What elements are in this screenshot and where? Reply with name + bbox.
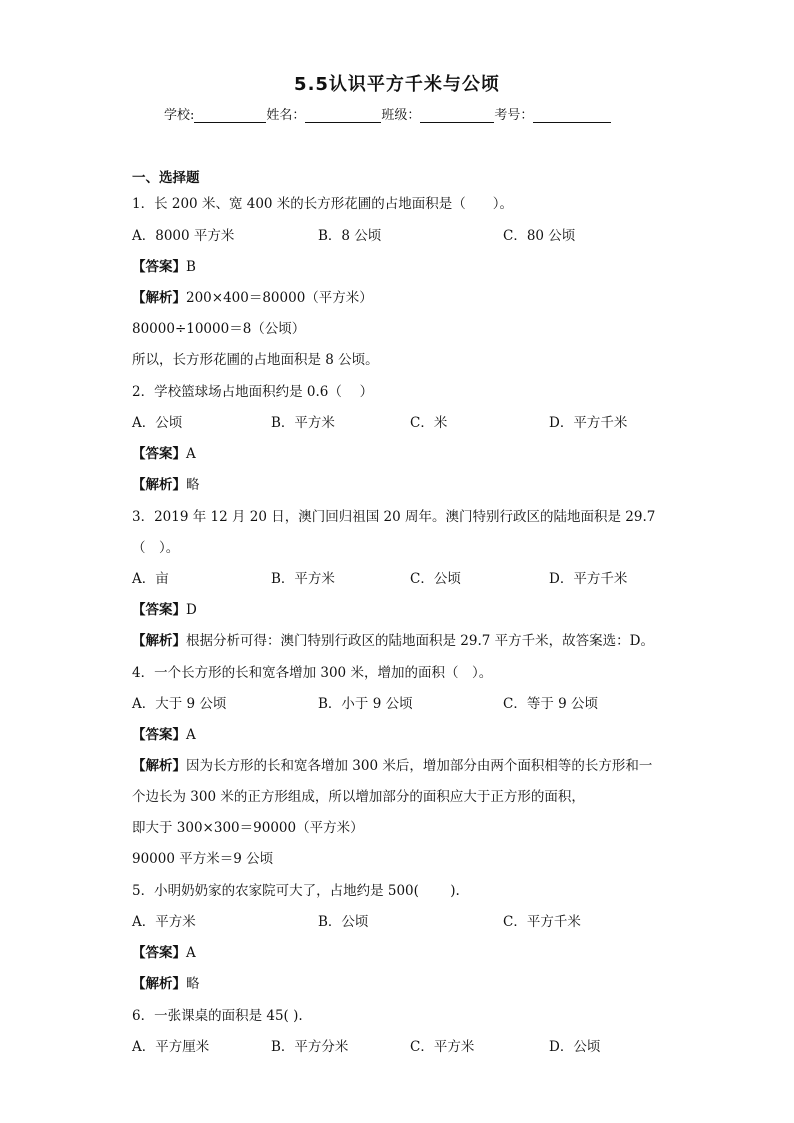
analysis-line: 略 xyxy=(186,976,200,992)
answer-value: B xyxy=(186,259,196,275)
number-blank xyxy=(533,108,611,123)
q4-option-b: B．小于 9 公顷 xyxy=(318,696,413,712)
analysis-tag: 【解析】 xyxy=(132,290,186,306)
question-4-stem: 4．一个长方形的长和宽各增加 300 米，增加的面积（ ）。 xyxy=(132,665,493,681)
student-info-row xyxy=(164,104,611,123)
q6-option-d: D．公顷 xyxy=(549,1039,601,1055)
q5-analysis xyxy=(132,972,200,992)
answer-value: A xyxy=(186,945,196,961)
q4-option-a: A．大于 9 公顷 xyxy=(132,696,227,712)
q2-option-b: B．平方米 xyxy=(271,415,335,431)
q1-analysis xyxy=(132,286,373,306)
q1-analysis-line-2: 80000÷10000＝8（公顷） xyxy=(132,321,306,337)
class-blank xyxy=(420,108,494,123)
section-heading: 一、选择题 xyxy=(132,170,200,186)
q4-analysis-line-4: 90000 平方米＝9 公顷 xyxy=(132,851,274,867)
answer-tag: 【答案】 xyxy=(132,727,186,743)
analysis-tag: 【解析】 xyxy=(132,477,186,493)
q2-analysis xyxy=(132,473,200,493)
answer-value: A xyxy=(186,727,196,743)
analysis-tag: 【解析】 xyxy=(132,633,186,649)
q5-option-a: A．平方米 xyxy=(132,914,196,930)
question-5-stem: 5．小明奶奶家的农家院可大了，占地约是 500( ). xyxy=(132,883,460,899)
page-title: 5.5认识平方千米与公顷 xyxy=(294,74,500,95)
class-label: 班级： xyxy=(381,108,421,123)
q3-answer xyxy=(132,598,197,618)
q2-answer xyxy=(132,442,196,462)
q2-option-d: D．平方千米 xyxy=(549,415,628,431)
name-label: 姓名： xyxy=(266,108,306,123)
q5-answer xyxy=(132,941,196,961)
analysis-line: 因为长方形的长和宽各增加 300 米后，增加部分由两个面积相等的长方形和一 xyxy=(186,758,653,774)
q1-option-a: A．8000 平方米 xyxy=(132,228,235,244)
analysis-line: 略 xyxy=(186,477,200,493)
q6-option-b: B．平方分米 xyxy=(271,1039,349,1055)
school-label: 学校: xyxy=(164,108,195,123)
answer-tag: 【答案】 xyxy=(132,446,186,462)
number-label: 考号： xyxy=(494,108,534,123)
question-3-stem: 3．2019 年 12 月 20 日，澳门回归祖国 20 周年。澳门特别行政区的陆地面积是 29.7 xyxy=(132,509,656,525)
q4-analysis-line-3: 即大于 300×300＝90000（平方米） xyxy=(132,820,364,836)
question-1-stem: 1．长 200 米、宽 400 米的长方形花圃的占地面积是（ ）。 xyxy=(132,196,514,212)
q3-analysis xyxy=(132,629,654,649)
q4-analysis-line-2: 个边长为 300 米的正方形组成，所以增加部分的面积应大于正方形的面积， xyxy=(132,789,585,805)
answer-tag: 【答案】 xyxy=(132,945,186,961)
question-6-stem: 6．一张课桌的面积是 45( ). xyxy=(132,1008,303,1024)
analysis-tag: 【解析】 xyxy=(132,976,186,992)
q2-option-c: C．米 xyxy=(410,415,448,431)
answer-value: A xyxy=(186,446,196,462)
q3-option-d: D．平方千米 xyxy=(549,571,628,587)
q4-option-c: C．等于 9 公顷 xyxy=(503,696,599,712)
name-blank xyxy=(305,108,381,123)
q2-option-a: A．公顷 xyxy=(132,415,183,431)
q1-answer xyxy=(132,255,196,275)
school-blank xyxy=(194,108,266,123)
q4-answer xyxy=(132,723,196,743)
analysis-tag: 【解析】 xyxy=(132,758,186,774)
q5-option-b: B．公顷 xyxy=(318,914,369,930)
q5-option-c: C．平方千米 xyxy=(503,914,581,930)
q1-analysis-line-3: 所以，长方形花圃的占地面积是 8 公顷。 xyxy=(132,352,379,368)
q1-option-b: B．8 公顷 xyxy=(318,228,382,244)
q6-option-a: A．平方厘米 xyxy=(132,1039,210,1055)
answer-tag: 【答案】 xyxy=(132,602,186,618)
answer-tag: 【答案】 xyxy=(132,259,186,275)
q3-option-b: B．平方米 xyxy=(271,571,335,587)
q3-option-c: C．公顷 xyxy=(410,571,461,587)
q1-option-c: C．80 公顷 xyxy=(503,228,576,244)
q3-option-a: A．亩 xyxy=(132,571,169,587)
q4-analysis xyxy=(132,754,652,774)
answer-value: D xyxy=(186,602,197,618)
analysis-line: 根据分析可得：澳门特别行政区的陆地面积是 29.7 平方千米，故答案选：D。 xyxy=(186,633,654,649)
analysis-line: 200×400＝80000（平方米） xyxy=(186,290,373,306)
question-2-stem: 2．学校篮球场占地面积约是 0.6（ ） xyxy=(132,384,374,400)
question-3-stem-line-2: （ ）。 xyxy=(132,540,180,556)
q6-option-c: C．平方米 xyxy=(410,1039,475,1055)
